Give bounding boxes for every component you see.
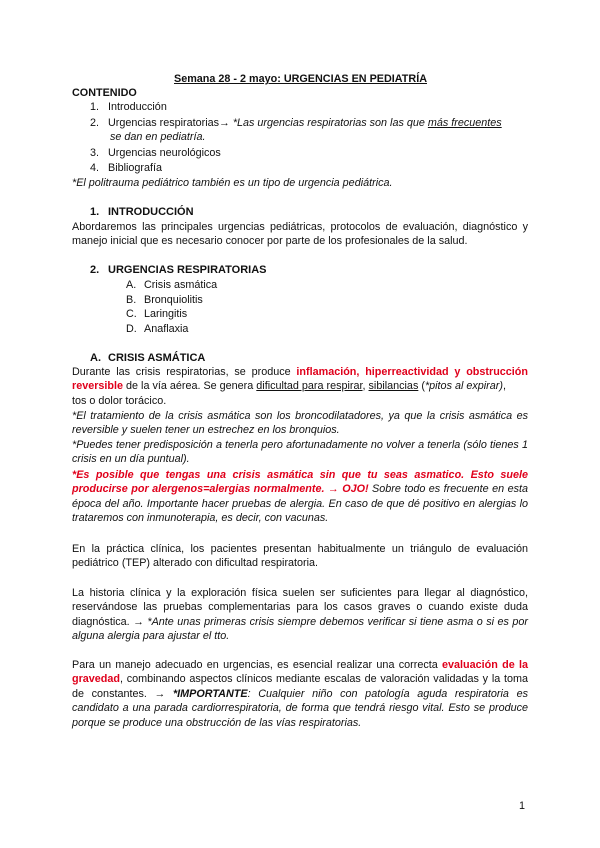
- item-label: Urgencias neurológicos: [108, 147, 221, 159]
- section-heading-urgencias-respiratorias: 2. URGENCIAS RESPIRATORIAS: [90, 264, 267, 276]
- paragraph-practica-clinica: En la práctica clínica, los pacientes presentan habitualmente un triángulo de evaluación pediátrico (TEP) alterado con dificultad respiratoria.: [72, 543, 528, 570]
- item-label: Introducción: [108, 101, 167, 113]
- resp-item-c: C. Laringitis: [126, 308, 188, 320]
- item-note: *Las urgencias respiratorias son las que: [232, 117, 428, 129]
- crisis-note-predisposicion: *Puedes tener predisposición a tenerla pero afortunadamente no volver a tenerla (sólo tienes 1 crisis en un día puntual).: [72, 439, 528, 466]
- item-number: 4.: [90, 162, 100, 174]
- contenido-heading: CONTENIDO: [72, 87, 137, 99]
- resp-item-a: A. Crisis asmática: [126, 279, 218, 291]
- crisis-note-tratamiento: *El tratamiento de la crisis asmática son los broncodilatadores, ya que la crisis asmática es reversible y suelen tener un estrechez en los bronquios.: [72, 410, 528, 437]
- item-number: 1.: [90, 101, 100, 113]
- contenido-item-4: [90, 161, 163, 175]
- crisis-note-alergenos: *Es posible que tengas una crisis asmática sin que tu seas asmatico. Esto suele producirse por alergenos=alergias normalmente. → OJO! Sobre todo es frecuente en esta época del año. Importante hacer pruebas de alergia. En caso de que dé positivo en alergias lo trataremos con inmunoterapia, es decir, con vacunas.: [72, 469, 528, 525]
- item-number: 2.: [90, 117, 100, 129]
- intro-paragraph: Abordaremos las principales urgencias pediátricas, protocolos de evaluación, diagnóstico y manejo inicial que es necesario conocer por parte de los profesionales de la salud.: [72, 221, 528, 248]
- section-heading-crisis-asmatica: A. CRISIS ASMÁTICA: [90, 352, 206, 364]
- page-title: Semana 28 - 2 mayo: URGENCIAS EN PEDIATRÍA: [174, 73, 427, 85]
- contenido-item-1: [90, 100, 167, 114]
- contenido-item-2: [90, 116, 502, 130]
- paragraph-historia-clinica: La historia clínica y la exploración física suelen ser suficientes para llegar al diagnóstico, reservándose las pruebas complementarias para los casos graves o cuando existe duda diagnóstica. → *Ante unas primeras crisis siempre debemos verificar si tiene asma o si es por alguna alergia para ajustar el tto.: [72, 587, 528, 643]
- contenido-item-3: [90, 146, 221, 160]
- item-label: Bibliografía: [108, 162, 163, 174]
- contenido-item-2-note-line2: se dan en pediatría.: [110, 131, 206, 143]
- item-note-underlined: más frecuentes: [427, 117, 502, 129]
- item-number: 3.: [90, 147, 100, 159]
- paragraph-manejo-urgencias: Para un manejo adecuado en urgencias, es esencial realizar una correcta evaluación de la gravedad, combinando aspectos clínicos mediante escalas de valoración validadas y la toma de constantes. → *IMPORTANTE: Cualquier niño con patología aguda respiratoria es candidato a una parada cardiorrespiratoria, de forma que tendrá riesgo vital. Esto se produce porque se produce una obstrucción de las vías respiratorias.: [72, 659, 528, 729]
- resp-item-d: D. Anaflaxia: [126, 323, 189, 335]
- section-heading-introduccion: 1. INTRODUCCIÓN: [90, 206, 194, 218]
- page-number: 1: [519, 800, 526, 812]
- crisis-paragraph: Durante las crisis respiratorias, se produce inflamación, hiperreactividad y obstrucción reversible de la vía aérea. Se genera dificultad para respirar, sibilancias (*pitos al expirar), tos o dolor torácico.: [72, 366, 528, 407]
- resp-item-b: B. Bronquiolitis: [126, 294, 203, 306]
- contenido-footnote: *El politrauma pediátrico también es un tipo de urgencia pediátrica.: [72, 177, 393, 189]
- item-label: Urgencias respiratorias→: [108, 117, 230, 129]
